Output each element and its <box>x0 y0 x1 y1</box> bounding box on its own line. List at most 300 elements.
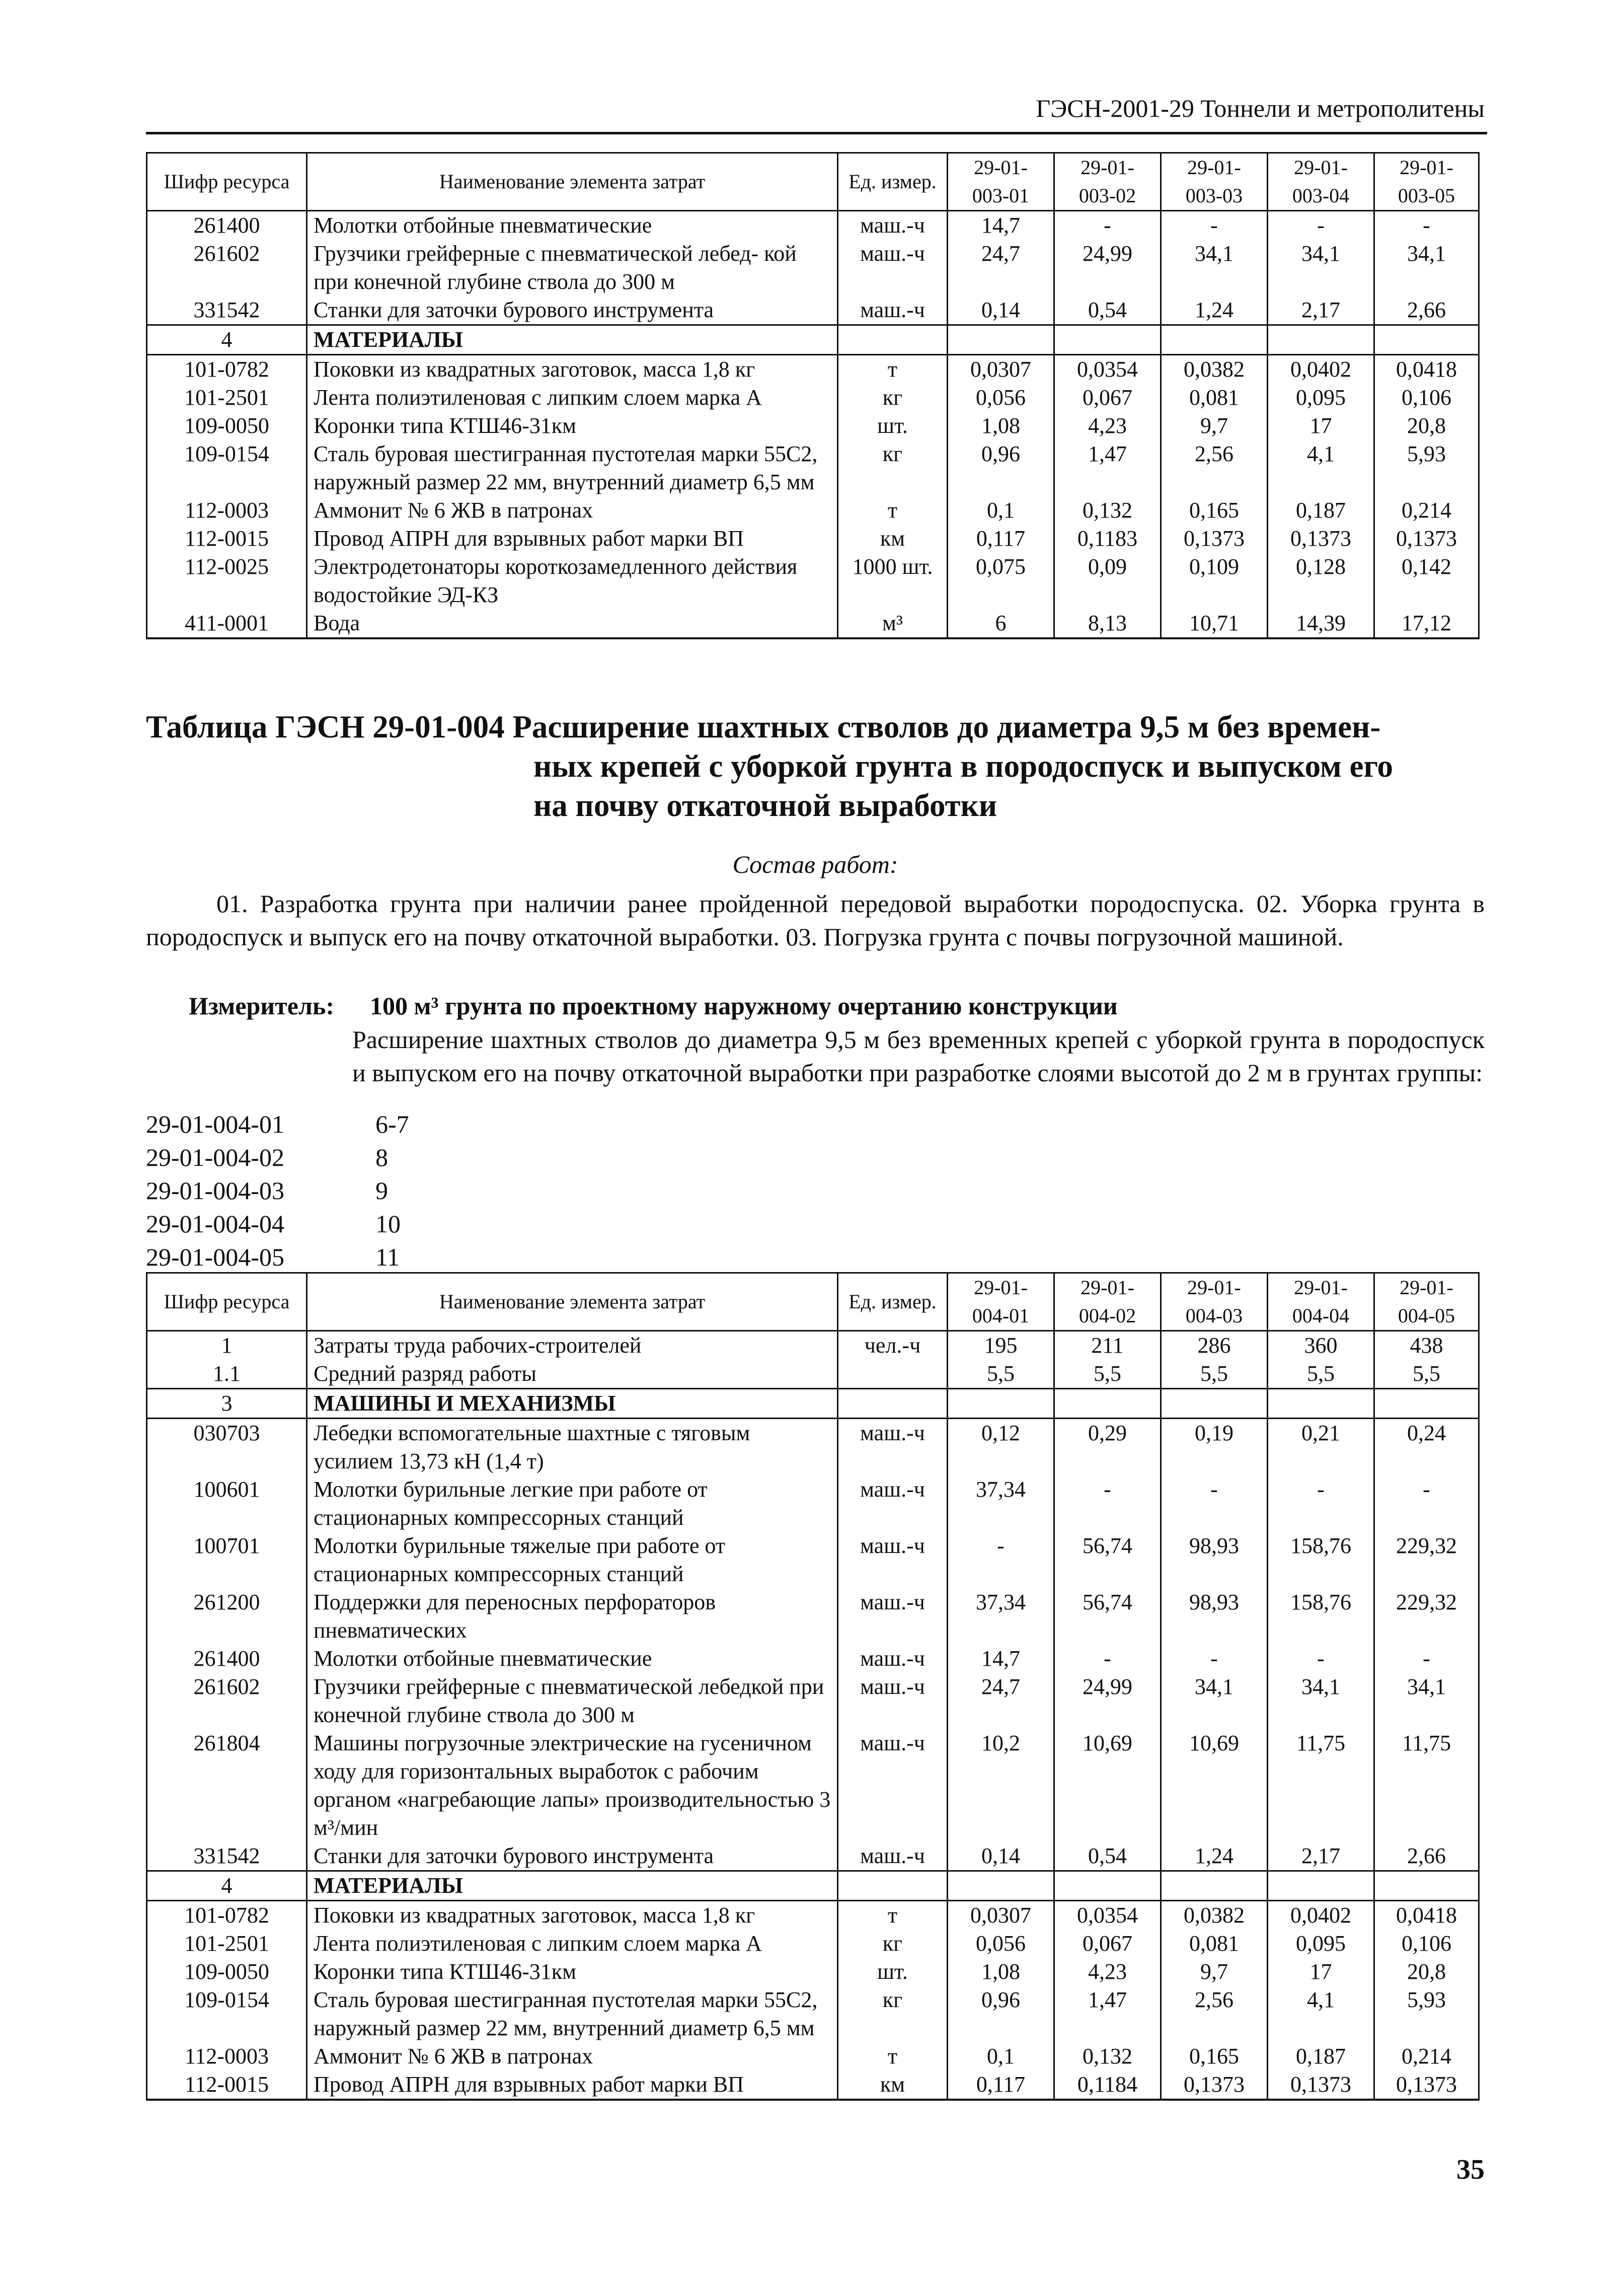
table-row <box>147 1958 1479 1986</box>
value-cell: 0,128 <box>1268 553 1374 609</box>
value-cell: 17 <box>1268 1958 1374 1986</box>
section-row <box>147 1389 1479 1419</box>
value-cell: 37,34 <box>948 1475 1054 1532</box>
variant-code-line: 29-01- <box>1187 156 1241 179</box>
table-row <box>147 1475 1479 1532</box>
value-cell: 98,93 <box>1161 1588 1268 1645</box>
value-cell: 0,095 <box>1268 384 1374 412</box>
value-cell: 0,0418 <box>1374 1901 1479 1930</box>
value-cell: 0,21 <box>1268 1419 1374 1476</box>
value-cell: 0,1184 <box>1054 2070 1161 2100</box>
soil-group: 8 <box>375 1143 388 1171</box>
unit-cell: кг <box>838 440 948 496</box>
value-cell: 0,165 <box>1161 496 1268 525</box>
resource-code: 100701 <box>147 1532 307 1588</box>
value-cell: 0,0354 <box>1054 1901 1161 1930</box>
table-row <box>147 1360 1479 1389</box>
header-cell-unit: Ед. измер. <box>838 1273 948 1331</box>
value-cell: 1,47 <box>1054 1986 1161 2042</box>
value-cell: 5,5 <box>948 1360 1054 1389</box>
variant-code-line: 004-04 <box>1292 1304 1350 1327</box>
header-cell-code: Шифр ресурса <box>147 1273 307 1331</box>
header-cell-code: Шифр ресурса <box>147 153 307 211</box>
variant-code: 29-01-004-04 <box>146 1210 284 1238</box>
value-cell: 24,7 <box>948 240 1054 296</box>
resource-name: Поковки из квадратных заготовок, масса 1,8 кг <box>307 1901 838 1930</box>
unit-cell: 1000 шт. <box>838 553 948 609</box>
value-cell: 0,0354 <box>1054 355 1161 384</box>
resource-code: 101-0782 <box>147 355 307 384</box>
value-cell: 0,106 <box>1374 384 1479 412</box>
value-cell: 229,32 <box>1374 1588 1479 1645</box>
value-cell <box>1161 325 1268 355</box>
resource-name: Электродетонаторы короткозамедленного действия водостойкие ЭД-КЗ <box>307 553 838 609</box>
value-cell: 0,1373 <box>1161 2070 1268 2100</box>
variant-code: 29-01-004-02 <box>146 1143 284 1171</box>
resource-name: Станки для заточки бурового инструмента <box>307 1842 838 1871</box>
value-cell: - <box>1374 1475 1479 1532</box>
unit-cell: маш.-ч <box>838 1532 948 1588</box>
resource-code: 101-2501 <box>147 384 307 412</box>
unit-cell: маш.-ч <box>838 1729 948 1842</box>
table-row <box>147 553 1479 609</box>
unit-cell: маш.-ч <box>838 1645 948 1673</box>
value-cell: 2,17 <box>1268 296 1374 325</box>
value-cell: 0,0402 <box>1268 355 1374 384</box>
value-cell <box>948 1389 1054 1419</box>
table-row <box>147 1331 1479 1360</box>
value-cell: 0,0307 <box>948 355 1054 384</box>
value-cell <box>1268 1871 1374 1901</box>
value-cell: - <box>1374 211 1479 240</box>
unit-cell <box>838 1871 948 1901</box>
resource-code: 4 <box>147 1871 307 1901</box>
resource-code: 261602 <box>147 240 307 296</box>
value-cell: 17,12 <box>1374 609 1479 638</box>
resource-name: Грузчики грейферные с пневматической лебедкой при конечной глубине ствола до 300 м <box>307 1673 838 1729</box>
section-title: МАТЕРИАЛЫ <box>307 1871 838 1901</box>
soil-group: 11 <box>375 1243 400 1271</box>
table-row <box>147 496 1479 525</box>
value-cell: 158,76 <box>1268 1532 1374 1588</box>
value-cell: 10,71 <box>1161 609 1268 638</box>
value-cell: 5,93 <box>1374 1986 1479 2042</box>
value-cell <box>1054 1389 1161 1419</box>
unit-cell: маш.-ч <box>838 1588 948 1645</box>
variant-item <box>146 1107 409 1141</box>
value-cell: 14,39 <box>1268 609 1374 638</box>
value-cell: 0,106 <box>1374 1930 1479 1958</box>
value-cell: 0,12 <box>948 1419 1054 1476</box>
value-cell: 0,14 <box>948 296 1054 325</box>
value-cell: 286 <box>1161 1331 1268 1360</box>
value-cell: 14,7 <box>948 1645 1054 1673</box>
header-cell-unit: Ед. измер. <box>838 153 948 211</box>
resource-name: Молотки бурильные легкие при работе от стационарных компрессорных станций <box>307 1475 838 1532</box>
resource-name: Сталь буровая шестигранная пустотелая марки 55С2, наружный размер 22 мм, внутренний диаметр 6,5 мм <box>307 1986 838 2042</box>
header-rule <box>146 132 1487 134</box>
measurer <box>189 989 1118 1022</box>
unit-cell: чел.-ч <box>838 1331 948 1360</box>
resource-name: Лента полиэтиленовая с липким слоем марка А <box>307 1930 838 1958</box>
value-cell: 360 <box>1268 1331 1374 1360</box>
value-cell: 5,5 <box>1374 1360 1479 1389</box>
unit-cell: маш.-ч <box>838 296 948 325</box>
value-cell: 5,5 <box>1161 1360 1268 1389</box>
value-cell: 56,74 <box>1054 1588 1161 1645</box>
value-cell: 0,1373 <box>1268 525 1374 553</box>
value-cell: 0,075 <box>948 553 1054 609</box>
value-cell: 34,1 <box>1161 1673 1268 1729</box>
value-cell: 9,7 <box>1161 1958 1268 1986</box>
section-row <box>147 1871 1479 1901</box>
value-cell: 2,56 <box>1161 1986 1268 2042</box>
value-cell: 0,0418 <box>1374 355 1479 384</box>
value-cell: 5,5 <box>1268 1360 1374 1389</box>
table-row <box>147 1532 1479 1588</box>
unit-cell: кг <box>838 1986 948 2042</box>
value-cell: 0,0382 <box>1161 355 1268 384</box>
value-cell: 2,17 <box>1268 1842 1374 1871</box>
variant-code: 29-01-004-01 <box>146 1110 284 1138</box>
table-row <box>147 211 1479 240</box>
value-cell <box>1054 325 1161 355</box>
value-cell: 1,47 <box>1054 440 1161 496</box>
resource-name: Лебедки вспомогательные шахтные с тяговым усилием 13,73 кН (1,4 т) <box>307 1419 838 1476</box>
resource-code: 261804 <box>147 1729 307 1842</box>
value-cell: 0,1183 <box>1054 525 1161 553</box>
value-cell: 438 <box>1374 1331 1479 1360</box>
measurer-label: Измеритель: <box>189 992 335 1020</box>
value-cell: - <box>1054 1475 1161 1532</box>
variant-code-line: 29-01- <box>1080 156 1134 179</box>
value-cell <box>1374 1389 1479 1419</box>
resource-code: 331542 <box>147 1842 307 1871</box>
resource-name: Молотки отбойные пневматические <box>307 211 838 240</box>
value-cell: 14,7 <box>948 211 1054 240</box>
header-cell-variant <box>1268 1273 1374 1331</box>
value-cell <box>1161 1389 1268 1419</box>
measurer-value: 100 м³ грунта по проектному наружному очертанию конструкции <box>370 992 1118 1020</box>
resource-name: Машины погрузочные электрические на гусеничном ходу для горизонтальных выработок с рабочим органом «нагребающие лапы» производительностью 3 м³/мин <box>307 1729 838 1842</box>
table-title <box>146 707 1485 825</box>
value-cell <box>1374 1871 1479 1901</box>
value-cell: 0,187 <box>1268 2042 1374 2070</box>
value-cell: - <box>1268 1475 1374 1532</box>
section-title: МАШИНЫ И МЕХАНИЗМЫ <box>307 1389 838 1419</box>
value-cell: 1,24 <box>1161 1842 1268 1871</box>
value-cell: 0,96 <box>948 1986 1054 2042</box>
table-row <box>147 2070 1479 2100</box>
value-cell: 10,2 <box>948 1729 1054 1842</box>
value-cell: 0,142 <box>1374 553 1479 609</box>
table-row <box>147 525 1479 553</box>
resource-name: Вода <box>307 609 838 638</box>
soil-group: 6-7 <box>375 1110 409 1138</box>
variant-code-line: 29-01- <box>1187 1276 1241 1299</box>
unit-cell: маш.-ч <box>838 211 948 240</box>
value-cell: 10,69 <box>1161 1729 1268 1842</box>
value-cell: 158,76 <box>1268 1588 1374 1645</box>
resource-name: Коронки типа КТШ46-31км <box>307 1958 838 1986</box>
variant-code-line: 003-03 <box>1185 184 1243 207</box>
value-cell: 98,93 <box>1161 1532 1268 1588</box>
variant-code-line: 29-01- <box>1294 1276 1348 1299</box>
table-row <box>147 440 1479 496</box>
resource-name: Сталь буровая шестигранная пустотелая марки 55С2, наружный размер 22 мм, внутренний диаметр 6,5 мм <box>307 440 838 496</box>
value-cell: 0,54 <box>1054 296 1161 325</box>
value-cell: 0,067 <box>1054 384 1161 412</box>
value-cell: 0,29 <box>1054 1419 1161 1476</box>
resource-code: 112-0025 <box>147 553 307 609</box>
soil-group: 9 <box>375 1176 388 1205</box>
unit-cell: маш.-ч <box>838 1842 948 1871</box>
table-row <box>147 1588 1479 1645</box>
unit-cell: шт. <box>838 1958 948 1986</box>
resource-name: Аммонит № 6 ЖВ в патронах <box>307 2042 838 2070</box>
variant-code-line: 004-01 <box>972 1304 1030 1327</box>
variant-code-line: 004-05 <box>1398 1304 1455 1327</box>
value-cell: 34,1 <box>1374 240 1479 296</box>
unit-cell: маш.-ч <box>838 1673 948 1729</box>
value-cell: 0,1 <box>948 496 1054 525</box>
resource-code: 030703 <box>147 1419 307 1476</box>
resource-name: Молотки бурильные тяжелые при работе от стационарных компрессорных станций <box>307 1532 838 1588</box>
page-number: 35 <box>1456 2154 1485 2185</box>
value-cell: 0,081 <box>1161 1930 1268 1958</box>
table-row <box>147 2042 1479 2070</box>
value-cell: 0,117 <box>948 2070 1054 2100</box>
unit-cell: т <box>838 2042 948 2070</box>
resource-name: Затраты труда рабочих-строителей <box>307 1331 838 1360</box>
value-cell: 0,54 <box>1054 1842 1161 1871</box>
header-cell-variant <box>1161 153 1268 211</box>
value-cell: - <box>1374 1645 1479 1673</box>
header-cell-variant <box>948 1273 1054 1331</box>
resource-name: Молотки отбойные пневматические <box>307 1645 838 1673</box>
value-cell: 11,75 <box>1268 1729 1374 1842</box>
value-cell: 0,214 <box>1374 2042 1479 2070</box>
value-cell: 0,1373 <box>1161 525 1268 553</box>
value-cell: 1,24 <box>1161 296 1268 325</box>
resource-code: 109-0050 <box>147 1958 307 1986</box>
resource-name: Аммонит № 6 ЖВ в патронах <box>307 496 838 525</box>
value-cell: 0,067 <box>1054 1930 1161 1958</box>
unit-cell <box>838 1360 948 1389</box>
resource-code: 261200 <box>147 1588 307 1645</box>
table-row <box>147 355 1479 384</box>
resource-name: Провод АПРН для взрывных работ марки ВП <box>307 2070 838 2100</box>
value-cell: 11,75 <box>1374 1729 1479 1842</box>
value-cell: 34,1 <box>1268 240 1374 296</box>
variant-code-line: 003-05 <box>1398 184 1455 207</box>
header-cell-variant <box>948 153 1054 211</box>
resource-code: 112-0003 <box>147 2042 307 2070</box>
value-cell: 0,0307 <box>948 1901 1054 1930</box>
value-cell: 0,1373 <box>1374 525 1479 553</box>
value-cell: 0,214 <box>1374 496 1479 525</box>
resource-code: 109-0154 <box>147 1986 307 2042</box>
value-cell: 229,32 <box>1374 1532 1479 1588</box>
value-cell: 34,1 <box>1374 1673 1479 1729</box>
unit-cell: кг <box>838 384 948 412</box>
value-cell: 0,165 <box>1161 2042 1268 2070</box>
resource-code: 1.1 <box>147 1360 307 1389</box>
header-row <box>147 153 1479 211</box>
value-cell <box>1161 1871 1268 1901</box>
unit-cell <box>838 1389 948 1419</box>
value-cell: 34,1 <box>1161 240 1268 296</box>
header-cell-name: Наименование элемента затрат <box>307 153 838 211</box>
value-cell: 1,08 <box>948 412 1054 440</box>
unit-cell: шт. <box>838 412 948 440</box>
table-row <box>147 296 1479 325</box>
value-cell: 4,1 <box>1268 440 1374 496</box>
table-row <box>147 240 1479 296</box>
value-cell: 5,93 <box>1374 440 1479 496</box>
value-cell: 9,7 <box>1161 412 1268 440</box>
resource-name: Средний разряд работы <box>307 1360 838 1389</box>
unit-cell: маш.-ч <box>838 1475 948 1532</box>
value-cell: - <box>1268 1645 1374 1673</box>
resource-code: 4 <box>147 325 307 355</box>
variant-item <box>146 1174 409 1207</box>
variant-code-line: 29-01- <box>1400 156 1453 179</box>
value-cell: 0,14 <box>948 1842 1054 1871</box>
table-row <box>147 609 1479 638</box>
norm-description: Расширение шахтных стволов до диаметра 9,5 м без временных крепей с уборкой грунта в породоспуск и выпуском его на почву откаточной выработки при разработке слоями высотой до 2 м в грунтах группы: <box>352 1025 1485 1087</box>
variant-code-line: 29-01- <box>1294 156 1348 179</box>
value-cell: 2,66 <box>1374 296 1479 325</box>
table-row <box>147 1986 1479 2042</box>
value-cell: 37,34 <box>948 1588 1054 1645</box>
resource-code: 112-0003 <box>147 496 307 525</box>
value-cell: 0,1373 <box>1268 2070 1374 2100</box>
resource-name: Коронки типа КТШ46-31км <box>307 412 838 440</box>
header-cell-name: Наименование элемента затрат <box>307 1273 838 1331</box>
resource-code: 101-2501 <box>147 1930 307 1958</box>
value-cell: 20,8 <box>1374 412 1479 440</box>
variant-code-line: 003-04 <box>1292 184 1350 207</box>
resource-name: Поддержки для переносных перфораторов пневматических <box>307 1588 838 1645</box>
resource-code: 109-0050 <box>147 412 307 440</box>
unit-cell: м³ <box>838 609 948 638</box>
resource-code: 101-0782 <box>147 1901 307 1930</box>
value-cell: 195 <box>948 1331 1054 1360</box>
variant-code-line: 004-03 <box>1185 1304 1243 1327</box>
value-cell <box>1268 325 1374 355</box>
value-cell: 34,1 <box>1268 1673 1374 1729</box>
value-cell: 2,66 <box>1374 1842 1479 1871</box>
value-cell: 0,96 <box>948 440 1054 496</box>
variant-code-line: 29-01- <box>1400 1276 1453 1299</box>
value-cell: 4,23 <box>1054 1958 1161 1986</box>
table-row <box>147 1842 1479 1871</box>
table-title-line-1: Таблица ГЭСН 29-01-004 Расширение шахтных стволов до диаметра 9,5 м без времен- <box>146 709 1381 745</box>
value-cell: 24,99 <box>1054 240 1161 296</box>
value-cell: - <box>1268 211 1374 240</box>
resource-code: 112-0015 <box>147 525 307 553</box>
value-cell: 0,1 <box>948 2042 1054 2070</box>
resource-code: 100601 <box>147 1475 307 1532</box>
unit-cell: т <box>838 496 948 525</box>
table-row <box>147 384 1479 412</box>
header-cell-variant <box>1374 1273 1479 1331</box>
resource-code: 261602 <box>147 1673 307 1729</box>
value-cell <box>1268 1389 1374 1419</box>
variant-code-line: 29-01- <box>974 156 1028 179</box>
table-row <box>147 412 1479 440</box>
section-row <box>147 325 1479 355</box>
unit-cell: км <box>838 525 948 553</box>
value-cell: - <box>1054 1645 1161 1673</box>
header-cell-variant <box>1054 153 1161 211</box>
value-cell: 0,095 <box>1268 1930 1374 1958</box>
value-cell: 0,132 <box>1054 496 1161 525</box>
resource-name: Лента полиэтиленовая с липким слоем марка А <box>307 384 838 412</box>
value-cell: 0,19 <box>1161 1419 1268 1476</box>
variant-code: 29-01-004-05 <box>146 1243 284 1271</box>
table-row <box>147 1645 1479 1673</box>
value-cell: 10,69 <box>1054 1729 1161 1842</box>
composition-text: 01. Разработка грунта при наличии ранее пройденной передовой выработки породоспуска. 02. Уборка грунта в породоспуск и выпуск его на почву откаточной выработки. 03. Погрузка грунта с почвы погрузочной машиной. <box>146 890 1485 951</box>
value-cell: 0,0382 <box>1161 1901 1268 1930</box>
value-cell: - <box>1054 211 1161 240</box>
resource-code: 3 <box>147 1389 307 1419</box>
value-cell: 17 <box>1268 412 1374 440</box>
value-cell: 24,7 <box>948 1673 1054 1729</box>
table-title-line-3: на почву откаточной выработки <box>533 788 997 823</box>
value-cell: 6 <box>948 609 1054 638</box>
variant-item <box>146 1240 409 1274</box>
value-cell <box>948 325 1054 355</box>
unit-cell <box>838 325 948 355</box>
variant-code-line: 004-02 <box>1078 1304 1136 1327</box>
value-cell: 4,23 <box>1054 412 1161 440</box>
value-cell: 0,109 <box>1161 553 1268 609</box>
unit-cell: т <box>838 1901 948 1930</box>
value-cell <box>1054 1871 1161 1901</box>
value-cell: 0,117 <box>948 525 1054 553</box>
variant-code-line: 003-01 <box>972 184 1030 207</box>
resource-table-004 <box>146 1272 1480 2101</box>
unit-cell: км <box>838 2070 948 2100</box>
table-row <box>147 1729 1479 1842</box>
table-title-line-2: ных крепей с уборкой грунта в породоспуск и выпуском его <box>533 749 1394 784</box>
value-cell: 0,081 <box>1161 384 1268 412</box>
resource-name: Грузчики грейферные с пневматической лебед- кой при конечной глубине ствола до 300 м <box>307 240 838 296</box>
value-cell <box>948 1871 1054 1901</box>
resource-code: 261400 <box>147 1645 307 1673</box>
value-cell <box>1374 325 1479 355</box>
table-row <box>147 1901 1479 1930</box>
resource-name: Поковки из квадратных заготовок, масса 1,8 кг <box>307 355 838 384</box>
value-cell: 0,132 <box>1054 2042 1161 2070</box>
resource-code: 331542 <box>147 296 307 325</box>
resource-table-003 <box>146 152 1480 639</box>
value-cell: 2,56 <box>1161 440 1268 496</box>
value-cell: 4,1 <box>1268 1986 1374 2042</box>
table-row <box>147 1930 1479 1958</box>
value-cell: 24,99 <box>1054 1673 1161 1729</box>
resource-code: 1 <box>147 1331 307 1360</box>
resource-name: Провод АПРН для взрывных работ марки ВП <box>307 525 838 553</box>
resource-code: 411-0001 <box>147 609 307 638</box>
header-cell-variant <box>1054 1273 1161 1331</box>
header-row <box>147 1273 1479 1331</box>
variant-code: 29-01-004-03 <box>146 1176 284 1205</box>
resource-code: 109-0154 <box>147 440 307 496</box>
